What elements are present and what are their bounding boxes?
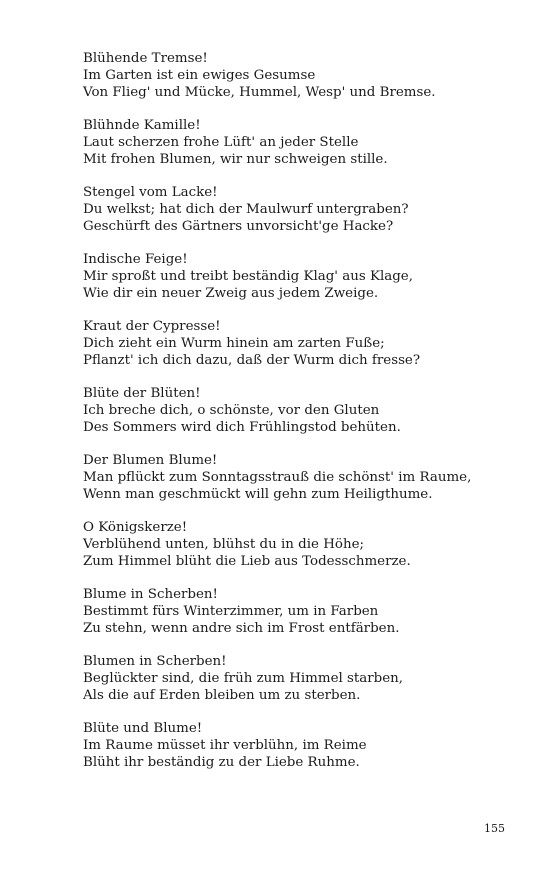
verse-line: Man pflückt zum Sonntagsstrauß die schönst' im Raume,: [83, 470, 472, 485]
stanza-5: [83, 318, 523, 369]
verse-line: Des Sommers wird dich Frühlingstod behüten.: [83, 420, 401, 435]
verse-line: Blüte der Blüten!: [83, 386, 201, 401]
verse-line: Wenn man geschmückt will gehn zum Heiligthume.: [83, 487, 433, 502]
verse-line: Mit frohen Blumen, wir nur schweigen stille.: [83, 152, 388, 167]
verse-line: Verblühend unten, blühst du in die Höhe;: [83, 537, 364, 552]
verse-line: Blüte und Blume!: [83, 721, 203, 736]
verse-line: Stengel vom Lacke!: [83, 185, 218, 200]
stanza-10: [83, 653, 523, 704]
verse-line: Pflanzt' ich dich dazu, daß der Wurm dich fresse?: [83, 353, 421, 368]
stanza-6: [83, 385, 523, 436]
verse-line: Blumen in Scherben!: [83, 654, 227, 669]
verse-line: Blume in Scherben!: [83, 587, 218, 602]
stanza-2: [83, 117, 523, 168]
verse-line: Wie dir ein neuer Zweig aus jedem Zweige.: [83, 286, 379, 301]
poem-text: [83, 50, 523, 787]
stanza-9: [83, 586, 523, 637]
verse-line: Der Blumen Blume!: [83, 453, 218, 468]
verse-line: Beglückter sind, die früh zum Himmel starben,: [83, 671, 404, 686]
stanza-8: [83, 519, 523, 570]
page-number: 155: [484, 822, 505, 835]
verse-line: O Königskerze!: [83, 520, 188, 535]
verse-line: Blühende Tremse!: [83, 51, 208, 66]
verse-line: Blüht ihr beständig zu der Liebe Ruhme.: [83, 755, 360, 770]
stanza-11: [83, 720, 523, 771]
verse-line: Laut scherzen frohe Lüft' an jeder Stelle: [83, 135, 359, 150]
verse-line: Kraut der Cypresse!: [83, 319, 221, 334]
verse-line: Indische Feige!: [83, 252, 188, 267]
verse-line: Zum Himmel blüht die Lieb aus Todesschmerze.: [83, 554, 411, 569]
stanza-1: [83, 50, 523, 101]
verse-line: Im Garten ist ein ewiges Gesumse: [83, 68, 316, 83]
verse-line: Als die auf Erden bleiben um zu sterben.: [83, 688, 361, 703]
verse-line: Zu stehn, wenn andre sich im Frost entfärben.: [83, 621, 400, 636]
verse-line: Bestimmt fürs Winterzimmer, um in Farben: [83, 604, 379, 619]
verse-line: Mir sproßt und treibt beständig Klag' aus Klage,: [83, 269, 413, 284]
stanza-4: [83, 251, 523, 302]
verse-line: Ich breche dich, o schönste, vor den Gluten: [83, 403, 380, 418]
stanza-7: [83, 452, 523, 503]
stanza-3: [83, 184, 523, 235]
verse-line: Blühnde Kamille!: [83, 118, 201, 133]
verse-line: Im Raume müsset ihr verblühn, im Reime: [83, 738, 367, 753]
verse-line: Geschürft des Gärtners unvorsicht'ge Hacke?: [83, 219, 394, 234]
verse-line: Von Flieg' und Mücke, Hummel, Wesp' und Bremse.: [83, 85, 436, 100]
verse-line: Du welkst; hat dich der Maulwurf untergraben?: [83, 202, 409, 217]
verse-line: Dich zieht ein Wurm hinein am zarten Fuße;: [83, 336, 385, 351]
